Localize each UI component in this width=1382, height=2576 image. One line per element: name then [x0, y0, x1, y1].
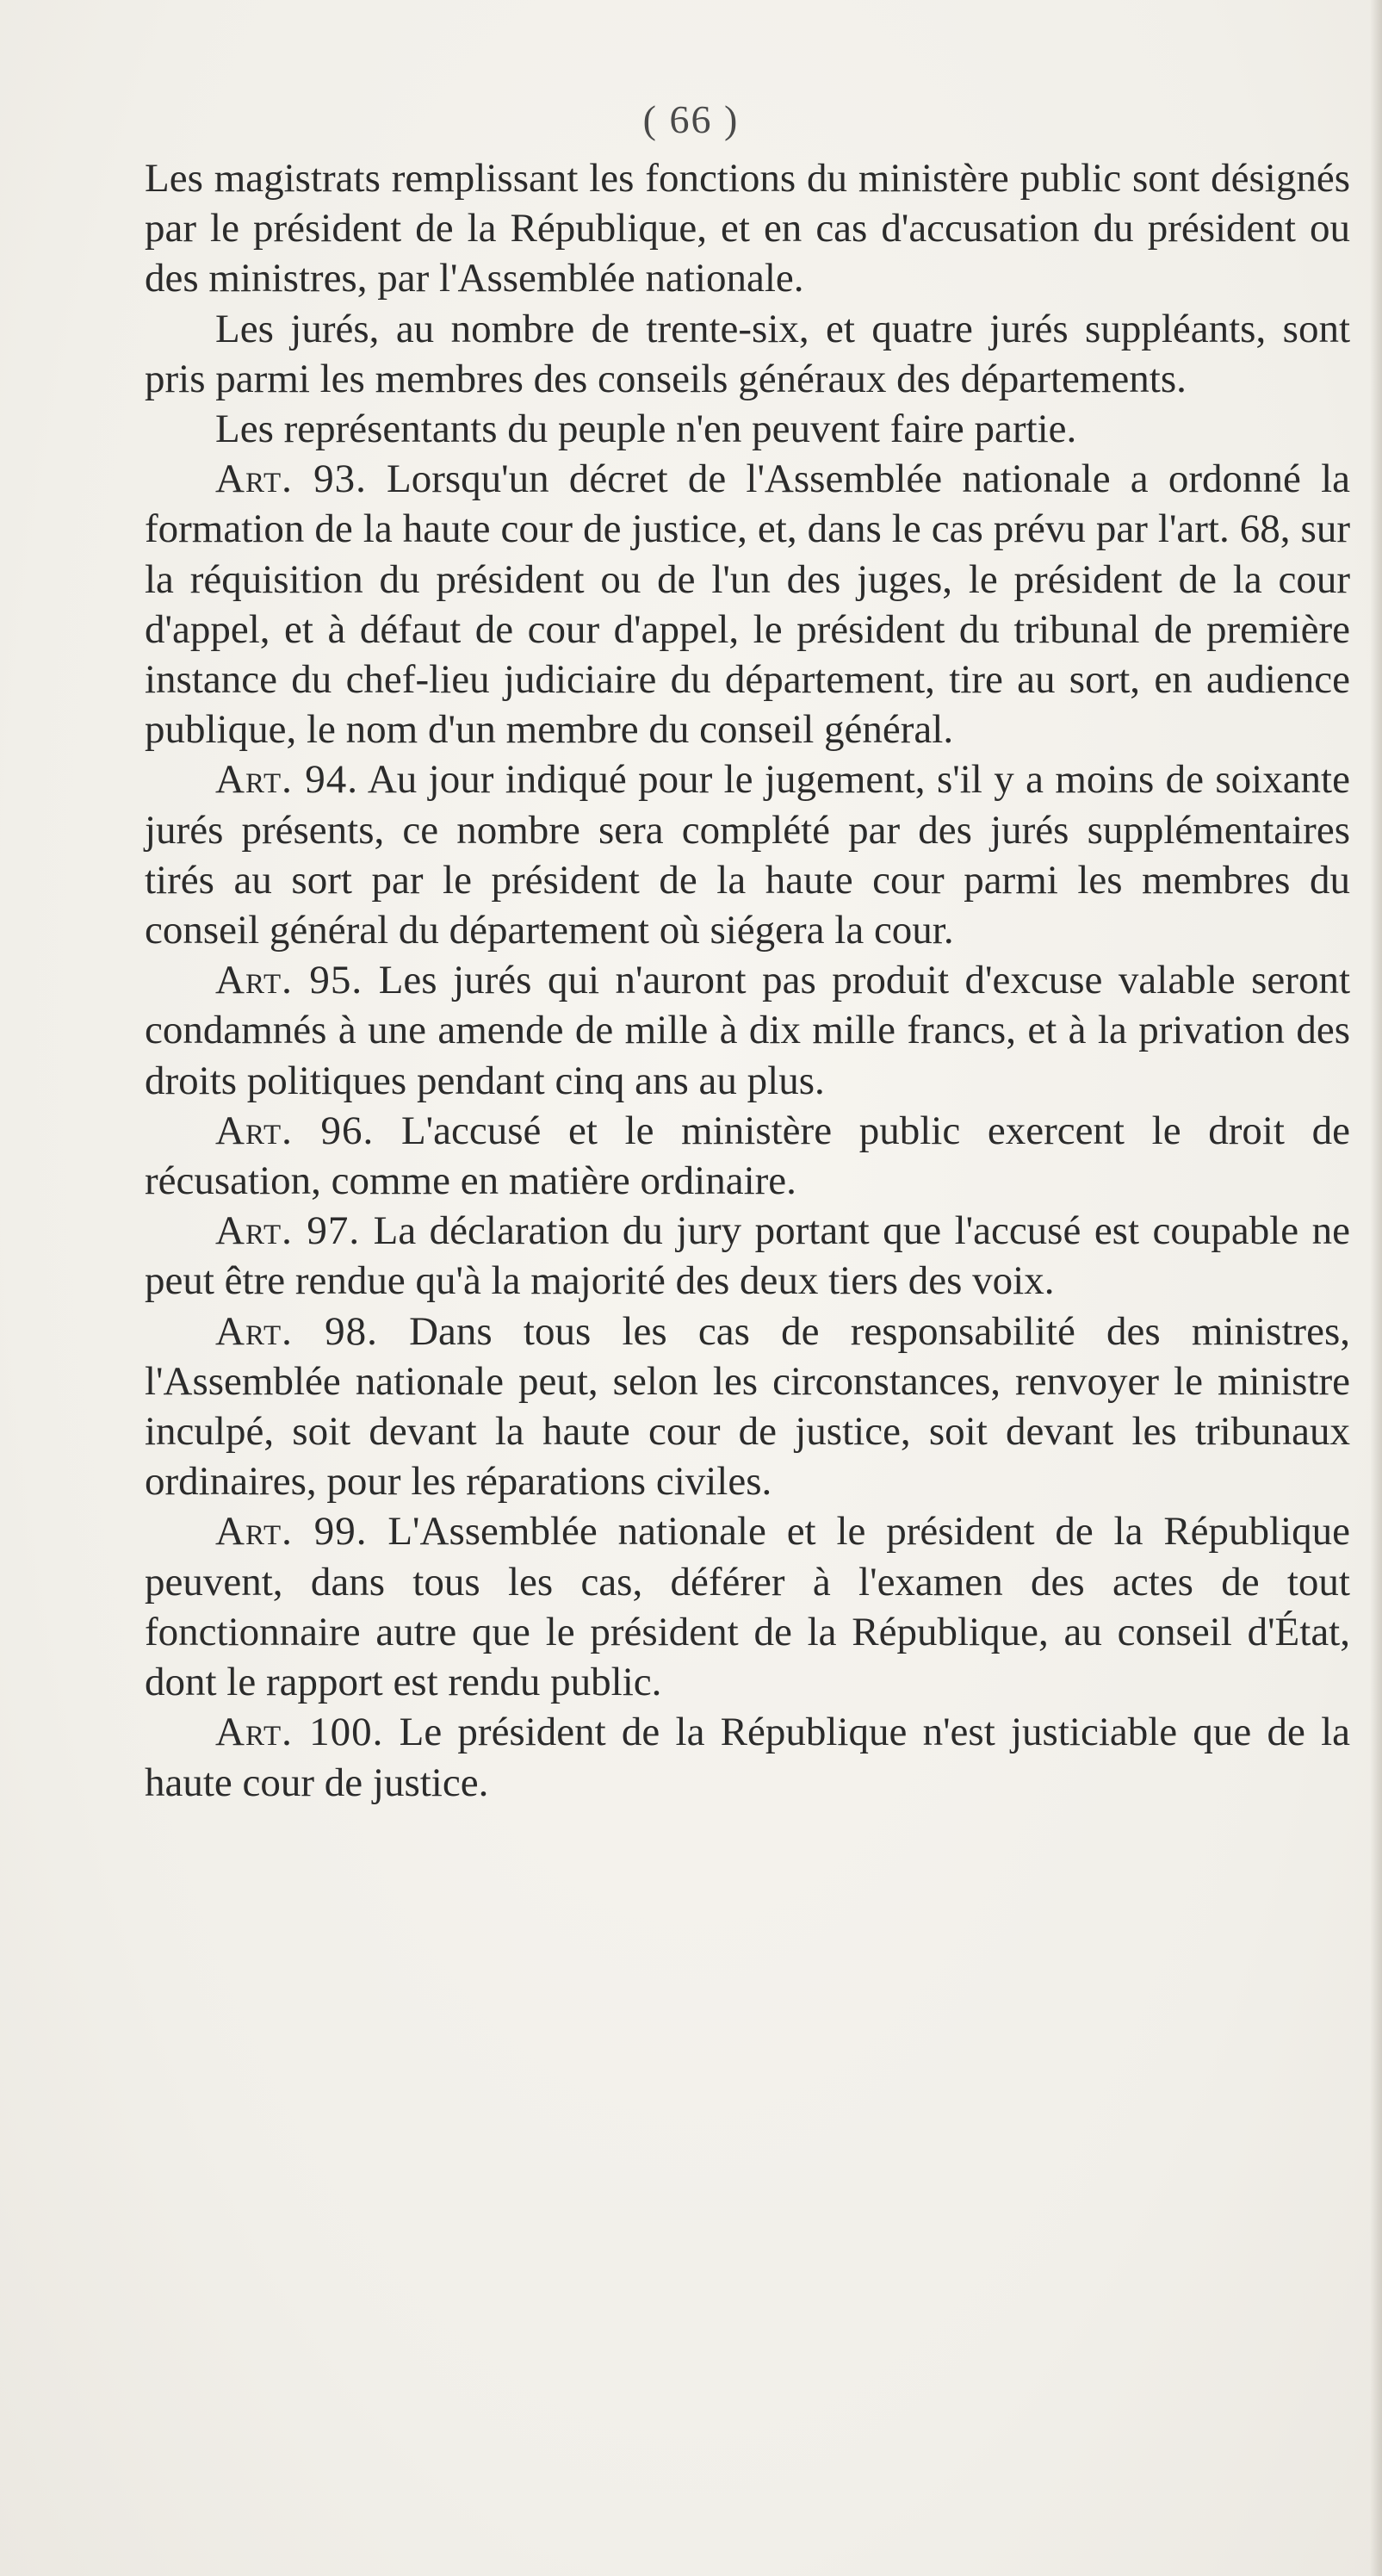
article-100	[145, 1707, 1350, 1807]
article-96	[145, 1106, 1350, 1206]
article-label: Art. 97.	[215, 1208, 361, 1254]
article-text: Les jurés qui n'auront pas produit d'excuse valable seront condamnés à une amende de mille à dix mille francs, et à la privation des droits politiques pendant cinq ans au plus.	[145, 958, 1351, 1103]
article-label: Art. 96.	[215, 1108, 375, 1153]
paragraph	[145, 153, 1350, 304]
paragraph-text: Les représentants du peuple n'en peuvent faire partie.	[215, 407, 1077, 452]
article-label: Art. 93.	[215, 456, 367, 502]
article-text: L'accusé et le ministère public exercent le droit de récusation, comme en matière ordinaire.	[145, 1108, 1351, 1204]
article-text: Lorsqu'un décret de l'Assemblée nationale a ordonné la formation de la haute cour de justice, et, dans le cas prévu par l'art. 68, sur la réquisition du président ou de l'un des juges, le président de la cour d'appel, et à défaut de cour d'appel, le président du tribunal de première instance du chef-lieu judiciaire du département, tire au sort, en audience publique, le nom d'un membre du conseil général.	[145, 456, 1350, 753]
article-text: Au jour indiqué pour le jugement, s'il y a moins de soixante jurés présents, ce nombre sera complété par des jurés supplémentaires tirés au sort par le président de la haute cour parmi les membres du conseil général du département où siégera la cour.	[145, 757, 1350, 953]
article-label: Art. 94.	[215, 757, 359, 803]
article-label: Art. 95.	[215, 958, 363, 1003]
article-93	[145, 454, 1350, 754]
body-text	[145, 153, 1350, 1808]
page-edge-shadow	[1370, 0, 1382, 2576]
article-95	[145, 955, 1350, 1106]
article-97	[145, 1206, 1350, 1306]
article-text: Le président de la République n'est justiciable que de la haute cour de justice.	[145, 1710, 1350, 1805]
paragraph-text: Les jurés, au nombre de trente-six, et quatre jurés suppléants, sont pris parmi les membres des conseils généraux des départements.	[145, 306, 1350, 401]
article-text: La déclaration du jury portant que l'accusé est coupable ne peut être rendue qu'à la majorité des deux tiers des voix.	[145, 1208, 1351, 1304]
article-98	[145, 1307, 1350, 1507]
article-99	[145, 1506, 1350, 1707]
article-label: Art. 98.	[215, 1308, 378, 1354]
article-label: Art. 99.	[215, 1509, 368, 1555]
article-text: Dans tous les cas de responsabilité des ministres, l'Assemblée nationale peut, selon les circonstances, renvoyer le ministre inculpé, soit devant la haute cour de justice, soit devant les tribunaux ordinaires, pour les réparations civiles.	[145, 1308, 1350, 1505]
article-94	[145, 754, 1350, 955]
paragraph-text: Les magistrats remplissant les fonctions du ministère public sont désignés par le président de la République, et en cas d'accusation du président ou des ministres, par l'Assemblée nationale.	[145, 156, 1350, 301]
page-number: ( 66 )	[642, 97, 740, 141]
article-label: Art. 100.	[215, 1710, 384, 1755]
paragraph	[145, 304, 1350, 404]
paragraph	[145, 404, 1350, 454]
article-text: L'Assemblée nationale et le président de la République peuvent, dans tous les cas, déférer à l'examen des actes de tout fonctionnaire autre que le président de la République, au conseil d'État, dont le rapport est rendu public.	[145, 1509, 1351, 1705]
